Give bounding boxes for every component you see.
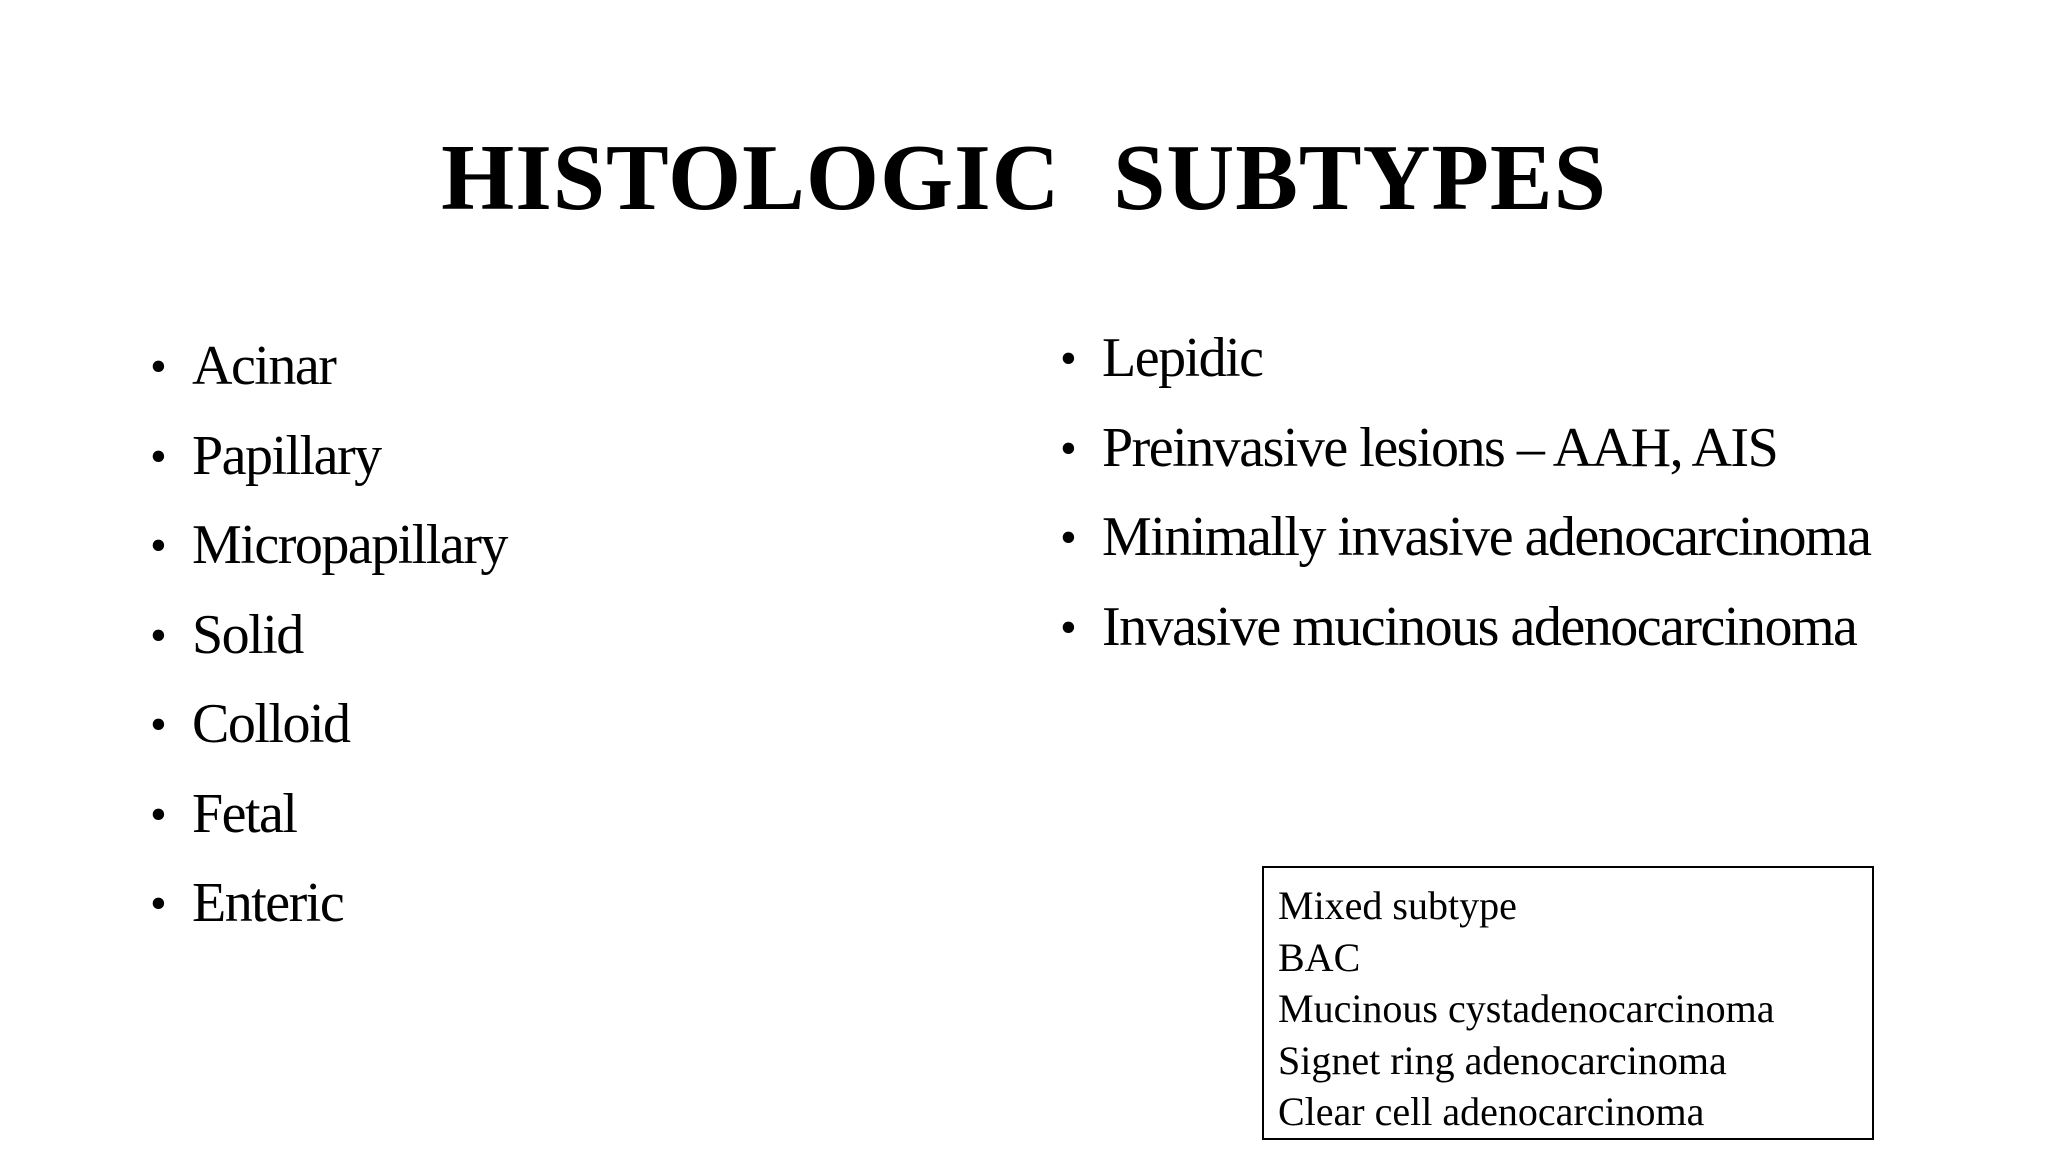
list-item: [1060, 314, 1870, 404]
list-item: [150, 859, 507, 949]
list-item: [150, 591, 507, 681]
list-item: [1060, 583, 1870, 673]
left-subtype-list: [150, 322, 507, 949]
list-item-text: Papillary: [192, 424, 381, 487]
bullet-icon: •: [1060, 600, 1076, 654]
bullet-icon: •: [150, 698, 166, 751]
bullet-icon: •: [150, 877, 166, 930]
list-item-text: Enteric: [192, 872, 344, 934]
list-item-text: Fetal: [192, 782, 297, 845]
note-line: Signet ring adenocarcinoma: [1278, 1037, 1727, 1083]
bullet-icon: •: [1060, 421, 1076, 475]
bullet-icon: •: [1060, 332, 1076, 385]
note-line: BAC: [1278, 934, 1361, 980]
bullet-icon: •: [1060, 511, 1076, 564]
list-item-text: Acinar: [192, 335, 336, 397]
list-item-text: Micropapillary: [192, 514, 507, 576]
list-item: [1060, 493, 1870, 583]
list-item: [150, 501, 507, 591]
bullet-icon: •: [150, 787, 166, 841]
bullet-icon: •: [150, 608, 166, 662]
list-item: [1060, 404, 1870, 494]
note-line: Clear cell adenocarcinoma: [1278, 1089, 1705, 1134]
list-item-text: Solid: [192, 603, 303, 666]
list-item-text: Invasive mucinous adenocarcinoma: [1102, 595, 1857, 658]
bullet-icon: •: [150, 519, 166, 572]
list-item-text: Colloid: [192, 693, 350, 755]
list-item: [150, 770, 507, 860]
list-item-text: Preinvasive lesions – AAH, AIS: [1102, 416, 1778, 479]
list-item-text: Minimally invasive adenocarcinoma: [1102, 506, 1871, 568]
list-item: [150, 412, 507, 502]
list-item: [150, 680, 507, 770]
note-line: Mixed subtype: [1278, 883, 1517, 928]
bullet-icon: •: [150, 429, 166, 483]
list-item-text: Lepidic: [1102, 327, 1263, 389]
bullet-icon: •: [150, 340, 166, 393]
slide-title: HISTOLOGIC SUBTYPES: [441, 126, 1607, 230]
former-classification-note-box: [1262, 866, 1874, 1140]
right-subtype-list: [1060, 314, 1870, 672]
note-line: Mucinous cystadenocarcinoma: [1278, 986, 1775, 1031]
list-item: [150, 322, 507, 412]
